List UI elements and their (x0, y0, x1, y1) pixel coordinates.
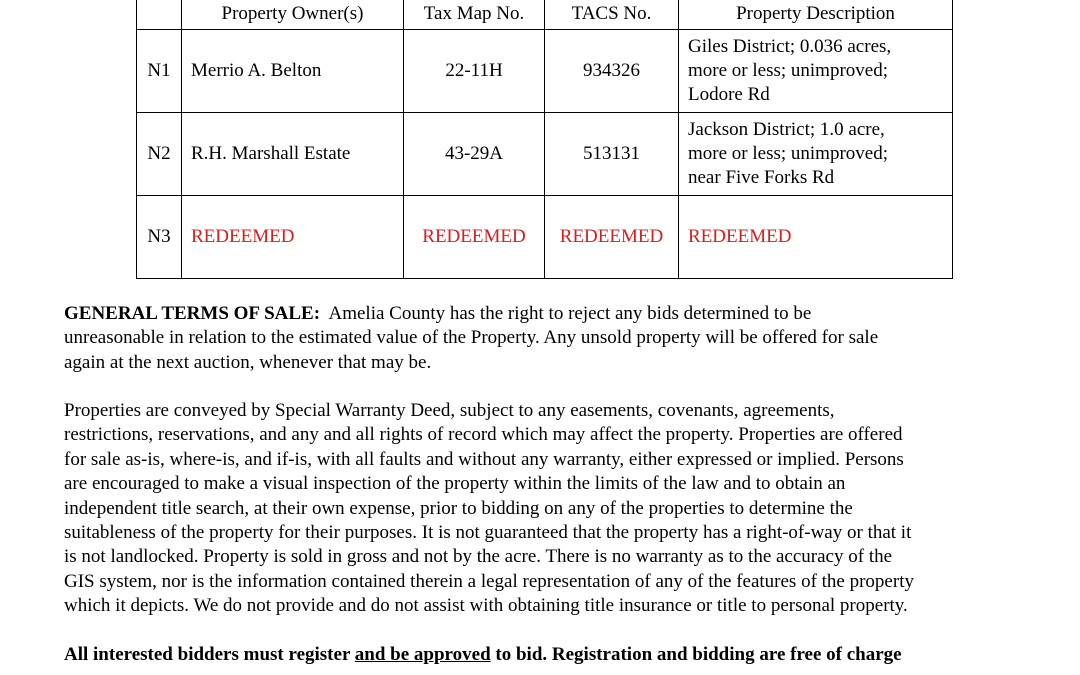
conveyance-line: Properties are conveyed by Special Warranty Deed, subject to any easements, covenants, agreements, (64, 400, 835, 421)
row-id: N3 (137, 196, 182, 279)
bidders-paragraph (64, 643, 1024, 667)
conveyance-line: independent title search, at their own expense, prior to bidding on any of the properties to determine the (64, 497, 853, 519)
table-row (137, 113, 953, 196)
conveyance-paragraph (64, 399, 1024, 619)
bidders-line (64, 643, 1024, 667)
row-description (679, 113, 953, 196)
header-id (137, 0, 182, 30)
row-tacs: 513131 (545, 113, 679, 196)
row-tacs: 934326 (545, 30, 679, 113)
conveyance-line: which it depicts. We do not provide and do not assist with obtaining title insurance or title to personal property. (64, 595, 908, 617)
row-id: N1 (137, 30, 182, 113)
general-terms-line: again at the next auction, whenever that may be. (64, 351, 432, 373)
row-owner: R.H. Marshall Estate (182, 113, 404, 196)
row-tax-map: 22-11H (404, 30, 545, 113)
conveyance-line: restrictions, reservations, and any and all rights of record which may affect the property. Properties are offered (64, 424, 903, 446)
description-line: more or less; unimproved; (688, 143, 888, 164)
description-line: Jackson District; 1.0 acre, (688, 119, 885, 140)
conveyance-line: is not landlocked. Property is sold in gross and not by the acre. There is no warranty as to the accuracy of the (64, 546, 893, 568)
row-owner-redeemed: REDEEMED (182, 196, 404, 279)
general-terms-text: Amelia County has the right to reject any bids determined to be (328, 303, 812, 324)
row-description-redeemed: REDEEMED (679, 196, 953, 279)
general-terms-line: unreasonable in relation to the estimated value of the Property. Any unsold property will be offered for sale (64, 327, 879, 349)
table-row (137, 196, 953, 279)
general-terms-heading: GENERAL TERMS OF SALE: (64, 303, 321, 324)
bidders-text-2: to bid. Registration and bidding are free of charge (490, 644, 902, 665)
description-line: near Five Forks Rd (688, 167, 835, 188)
description-line: Giles District; 0.036 acres, (688, 36, 892, 57)
header-tax-map: Tax Map No. (404, 0, 545, 30)
property-table (136, 0, 953, 279)
general-terms-paragraph (64, 302, 1024, 375)
row-description (679, 30, 953, 113)
general-terms-line (64, 302, 1024, 326)
table-row (137, 30, 953, 113)
row-tacs-redeemed: REDEEMED (545, 196, 679, 279)
header-description: Property Description (679, 0, 953, 30)
conveyance-line: GIS system, nor is the information contained therein a legal representation of any of the features of the property (64, 570, 914, 592)
bidders-underlined-text: and be approved (354, 644, 491, 665)
description-line: more or less; unimproved; (688, 60, 888, 81)
bidders-text-1: All interested bidders must register (64, 644, 355, 665)
description-line: Lodore Rd (688, 84, 770, 105)
conveyance-line: are encouraged to make a visual inspection of the property within the limits of the law and to obtain an (64, 473, 846, 495)
conveyance-line: suitableness of the property for their purposes. It is not guaranteed that the property has a right-of-way or that it (64, 522, 912, 544)
row-id: N2 (137, 113, 182, 196)
table-header-row (137, 0, 953, 30)
header-tacs: TACS No. (545, 0, 679, 30)
row-owner: Merrio A. Belton (182, 30, 404, 113)
row-tax-map-redeemed: REDEEMED (404, 196, 545, 279)
header-owner: Property Owner(s) (182, 0, 404, 30)
row-tax-map: 43-29A (404, 113, 545, 196)
conveyance-line: for sale as-is, where-is, and if-is, with all faults and without any warranty, either expressed or implied. Persons (64, 448, 904, 470)
